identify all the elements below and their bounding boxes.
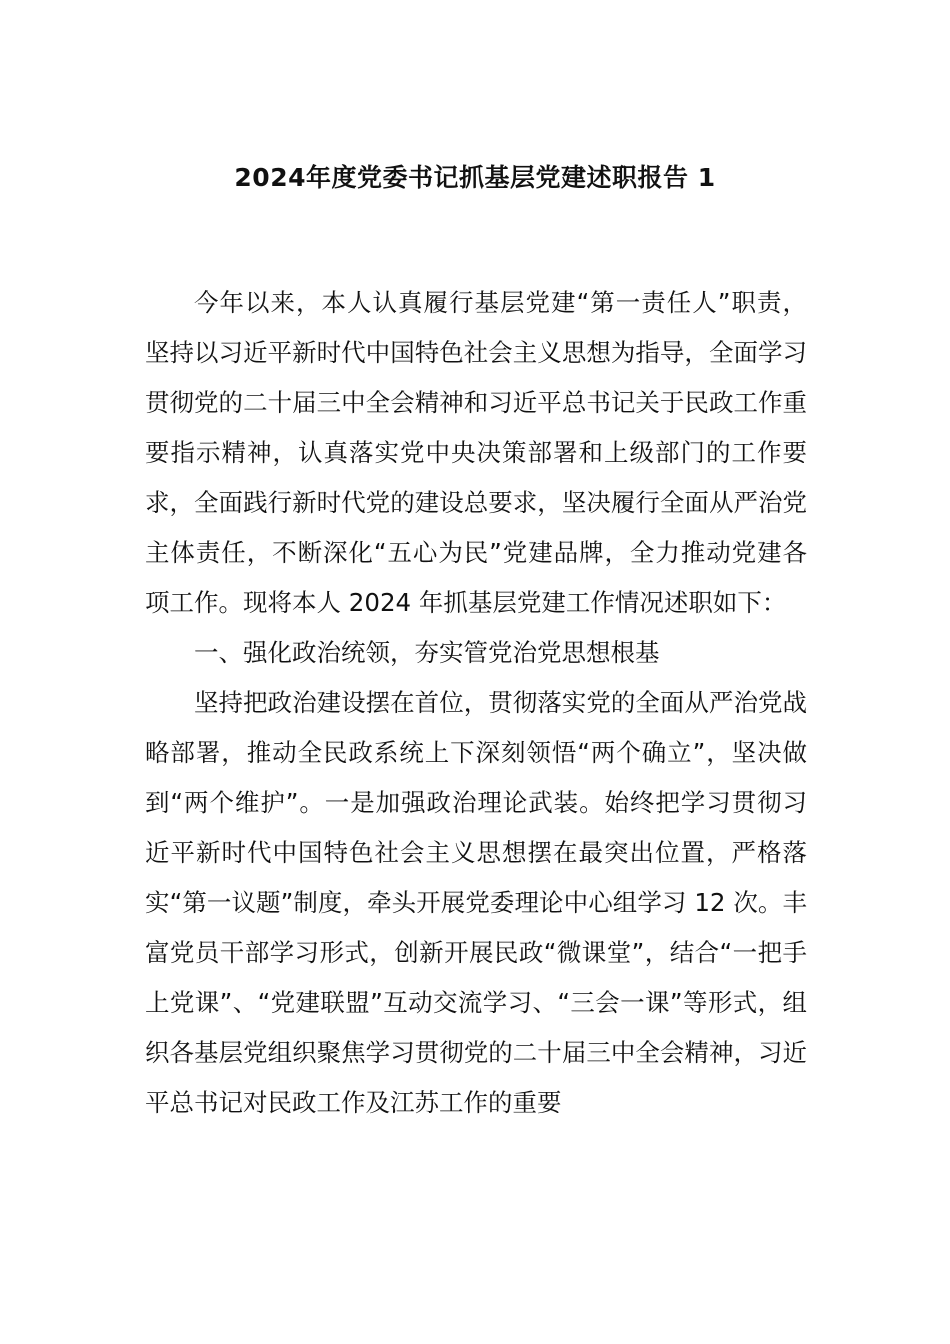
section-heading: 一、强化政治统领，夯实管党治党思想根基 — [194, 638, 660, 667]
body-paragraph: 坚持把政治建设摆在首位，贯彻落实党的全面从严治党战略部署，推动全民政系统上下深刻领悟“两个确立”，坚决做到“两个维护”。一是加强政治理论武装。始终把学习贯彻习近平新时代中国特色社会主义思想摆在最突出位置，严格落实“第一议题”制度，牵头开展党委理论中心组学习 12 次。丰富党员干部学习形式，创新开展民政“微课堂”，结合“一把手上党课”、“党建联盟”互动交流学习、“三会一课”等形式，组织各基层党组织聚焦学习贯彻党的二十届三中全会精神，习近平总书记对民政工作及江苏工作的重要 — [145, 688, 807, 1117]
intro-paragraph: 今年以来，本人认真履行基层党建“第一责任人”职责，坚持以习近平新时代中国特色社会主义思想为指导，全面学习贯彻党的二十届三中全会精神和习近平总书记关于民政工作重要指示精神，认真落实党中央决策部署和上级部门的工作要求，全面践行新时代党的建设总要求，坚决履行全面从严治党主体责任，不断深化“五心为民”党建品牌，全力推动党建各项工作。现将本人 2024 年抓基层党建工作情况述职如下： — [145, 288, 807, 617]
document-title: 2024年度党委书记抓基层党建述职报告 1 — [234, 163, 716, 192]
document-body — [145, 278, 807, 1128]
